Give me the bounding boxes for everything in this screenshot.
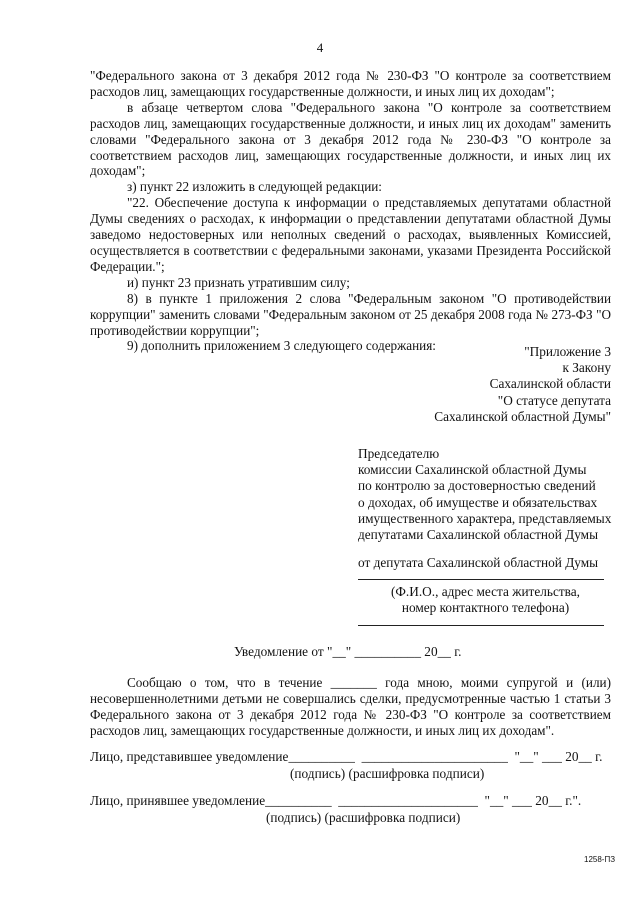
paragraph: и) пункт 23 признать утратившим силу;	[127, 274, 350, 290]
paragraph: "22. Обеспечение доступа к информации о представляемых депутатами областной Думы сведениях о расходах, к информации о представлении депутатами областной Думы заведомо недостоверных или неполных сведений о расходах, выявленных Комиссией, осуществляется в соответствии с федеральными законами, указами Президента Российской Федерации.";	[90, 195, 611, 274]
submitter-signature-line: Лицо, представившее уведомление__________ ______________________ "__" ___ 20__ г.	[90, 749, 603, 764]
appendix-header-line: "Приложение 3	[524, 344, 611, 359]
amendments-text	[90, 68, 611, 354]
appendix-header	[380, 344, 611, 425]
receiver-signature-caption: (подпись) (расшифровка подписи)	[266, 810, 461, 825]
addressee-line: депутатами Сахалинской областной Думы	[358, 527, 599, 543]
notice-paragraph: Сообщаю о том, что в течение _______ года мною, моими супругой и (или) несовершеннолетними детьми не совершались сделки, предусмотренные частью 1 статьи 3 Федерального закона от 3 декабря 2012 года № 230-ФЗ "О контроле за соответствием расходов лиц, замещающих государственные должности, и иных лиц их доходам".	[90, 675, 611, 738]
contact-underline	[358, 625, 604, 626]
submitter-signature-caption: (подпись) (расшифровка подписи)	[290, 766, 485, 781]
fio-hint-line: номер контактного телефона)	[401, 600, 570, 616]
fio-underline	[358, 579, 604, 580]
paragraph: "Федерального закона от 3 декабря 2012 года № 230-ФЗ "О контроле за соответствием расходов лиц, замещающих государственные должности, и иных лиц их доходам";	[90, 68, 611, 99]
fio-hint-line: (Ф.И.О., адрес места жительства,	[390, 584, 581, 599]
fio-hint	[358, 584, 613, 616]
appendix-header-line: к Закону	[562, 360, 611, 376]
appendix-header-line: Сахалинской области	[489, 376, 611, 392]
notice-body	[90, 675, 611, 739]
paragraph: з) пункт 22 изложить в следующей редакции:	[127, 179, 382, 195]
notice-title: Уведомление от "__" __________ 20__ г.	[234, 644, 462, 659]
addressee-line: о доходах, об имуществе и обязательствах	[358, 494, 598, 510]
appendix-header-line: Сахалинской областной Думы"	[434, 408, 611, 424]
addressee-line: комиссии Сахалинской областной Думы	[358, 462, 587, 478]
appendix-header-line: "О статусе депутата	[497, 392, 611, 408]
addressee-block	[358, 446, 613, 543]
page-number: 4	[316, 40, 324, 55]
paragraph: 8) в пункте 1 приложения 2 слова "Федеральным законом "О противодействии коррупции" заменить словами "Федеральным законом от 25 декабря 2008 года № 273-ФЗ "О противодействии коррупции";	[90, 290, 611, 338]
from-line: от депутата Сахалинской областной Думы	[358, 555, 599, 570]
addressee-line: Председателю	[358, 446, 440, 461]
document-code: 1258-ПЗ	[584, 855, 616, 864]
receiver-signature-line: Лицо, принявшее уведомление__________ _____________________ "__" ___ 20__ г.".	[90, 793, 582, 808]
addressee-line: по контролю за достоверностью сведений	[358, 478, 596, 494]
addressee-line: имущественного характера, представляемых	[358, 510, 612, 526]
paragraph: 9) дополнить приложением 3 следующего содержания:	[127, 338, 436, 354]
paragraph: в абзаце четвертом слова "Федерального закона "О контроле за соответствием расходов лиц, замещающих государственные должности, и иных лиц их доходам" заменить словами "Федерального закона от 3 декабря 2012 года № 230-ФЗ "О контроле за соответствием расходов лиц, замещающих государственные должности, и иных лиц их доходам";	[90, 99, 611, 179]
